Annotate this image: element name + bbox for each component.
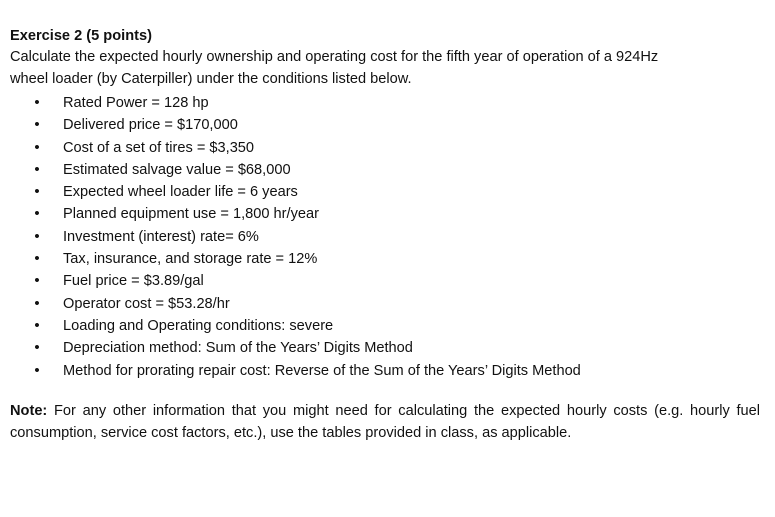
conditions-list: [10, 92, 760, 382]
condition-text: Investment (interest) rate= 6%: [63, 228, 259, 245]
exercise-intro: [10, 46, 760, 90]
list-item: [10, 360, 760, 382]
intro-line-2: wheel loader (by Caterpiller) under the conditions listed below.: [10, 71, 412, 87]
list-item: [10, 293, 760, 315]
list-item: [10, 181, 760, 203]
list-item: [10, 92, 760, 114]
condition-text: Method for prorating repair cost: Reverse of the Sum of the Years’ Digits Method: [63, 362, 581, 379]
list-item: [10, 203, 760, 225]
bullet-icon: •: [34, 116, 40, 134]
bullet-icon: •: [34, 272, 40, 290]
condition-text: Estimated salvage value = $68,000: [63, 161, 291, 178]
exercise-document: [10, 26, 760, 444]
condition-text: Planned equipment use = 1,800 hr/year: [63, 206, 319, 223]
condition-text: Delivered price = $170,000: [63, 117, 238, 134]
exercise-title: Exercise 2 (5 points): [10, 28, 152, 44]
intro-line-1: Calculate the expected hourly ownership and operating cost for the fifth year of operation of a 924Hz: [10, 49, 659, 65]
condition-text: Operator cost = $53.28/hr: [63, 295, 230, 312]
list-item: [10, 226, 760, 248]
bullet-icon: •: [34, 160, 40, 178]
list-item: [10, 114, 760, 136]
note-label: Note:: [10, 402, 48, 419]
condition-text: Cost of a set of tires = $3,350: [63, 139, 255, 156]
bullet-icon: •: [34, 294, 40, 312]
condition-text: Expected wheel loader life = 6 years: [63, 184, 298, 201]
list-item: [10, 337, 760, 359]
bullet-icon: •: [34, 138, 40, 156]
list-item: [10, 270, 760, 292]
bullet-icon: •: [34, 227, 40, 245]
bullet-icon: •: [34, 339, 40, 357]
note-paragraph: [10, 400, 760, 444]
condition-text: Fuel price = $3.89/gal: [63, 273, 204, 290]
bullet-icon: •: [34, 183, 40, 201]
bullet-icon: •: [34, 361, 40, 379]
note-text: For any other information that you might need for calculating the expected hourly costs (e.g. hourly fuel consumption, service cost factors, etc.), use the tables provided in class, as applicable.: [10, 402, 760, 441]
list-item: [10, 137, 760, 159]
condition-text: Rated Power = 128 hp: [63, 95, 209, 111]
list-item: [10, 248, 760, 270]
list-item: [10, 315, 760, 337]
condition-text: Tax, insurance, and storage rate = 12%: [63, 251, 318, 268]
list-item: [10, 159, 760, 181]
condition-text: Loading and Operating conditions: severe: [63, 317, 334, 334]
bullet-icon: •: [34, 94, 40, 111]
bullet-icon: •: [34, 250, 40, 268]
condition-text: Depreciation method: Sum of the Years’ Digits Method: [63, 340, 413, 357]
bullet-icon: •: [34, 316, 40, 334]
bullet-icon: •: [34, 205, 40, 223]
